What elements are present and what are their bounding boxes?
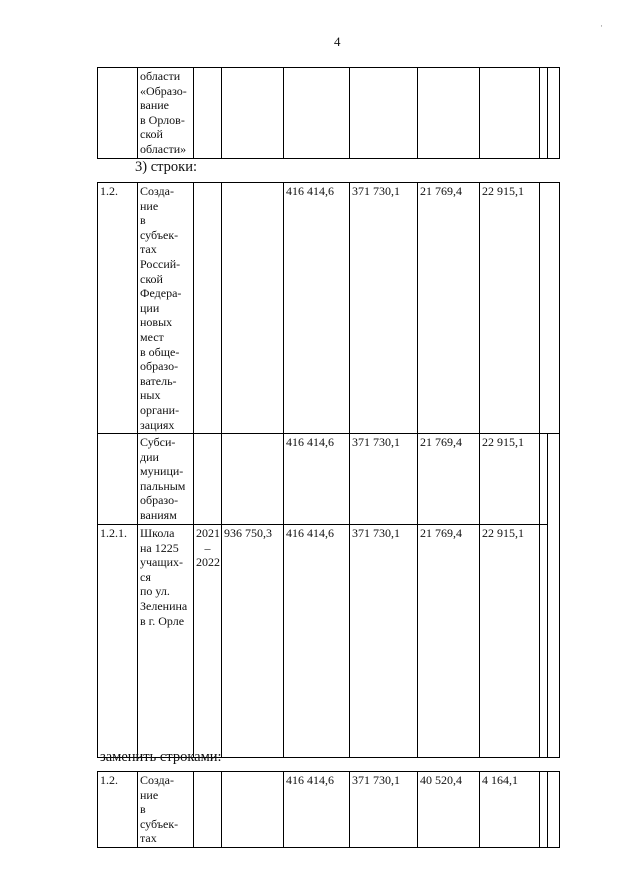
value-regional: 21 769,4	[418, 183, 480, 434]
cell-name	[138, 68, 194, 159]
value-total: 416 414,6	[284, 772, 350, 848]
value-total: 416 414,6	[284, 525, 350, 758]
value-local: 22 915,1	[480, 183, 540, 434]
value-total: 416 414,6	[284, 183, 350, 434]
value-federal: 371 730,1	[350, 434, 418, 525]
value-federal: 371 730,1	[350, 772, 418, 848]
value-total: 416 414,6	[284, 434, 350, 525]
top-name-lines: области «Образо- вание в Орлов- ской области»	[140, 69, 187, 156]
row-number: 1.2.	[98, 183, 138, 434]
table-row-1-2	[98, 183, 560, 434]
value-regional: 21 769,4	[418, 525, 480, 758]
years: 2021 – 2022	[194, 525, 222, 758]
row-number: 1.2.	[98, 772, 138, 848]
cost-estimate: 936 750,3	[222, 525, 284, 758]
page-number: 4	[334, 34, 341, 49]
row-number: 1.2.1.	[98, 525, 138, 758]
table-replacement	[97, 771, 560, 848]
table-row-1-2-1	[98, 525, 560, 758]
table-rows	[97, 182, 560, 758]
value-local: 22 915,1	[480, 525, 540, 758]
row-name: Школа на 1225 учащих- ся по ул. Зеленина в г. Орле	[138, 525, 194, 758]
value-federal: 371 730,1	[350, 183, 418, 434]
value-local: 22 915,1	[480, 434, 540, 525]
corner-mark: ·	[600, 21, 603, 31]
caption-rows: 3) строки:	[135, 159, 197, 175]
table-row-subsidy	[98, 434, 560, 525]
executor	[548, 434, 560, 758]
row-name: Созда- ние в субъек- тах	[138, 772, 194, 848]
caption-replace: заменить строками:	[100, 749, 222, 765]
value-regional: 21 769,4	[418, 434, 480, 525]
row-name: Созда- ние в субъек- тах Россий- ской Федера- ции новых мест в обще- образо- ватель- ных органи- зациях	[138, 183, 194, 434]
value-federal: 371 730,1	[350, 525, 418, 758]
value-local: 4 164,1	[480, 772, 540, 848]
value-regional: 40 520,4	[418, 772, 480, 848]
row-name: Субси- дии муници- пальным образо- ваниям	[138, 434, 194, 525]
cell-num	[98, 68, 138, 159]
table-fragment-top	[97, 67, 560, 159]
table-row-new-1-2	[98, 772, 560, 848]
